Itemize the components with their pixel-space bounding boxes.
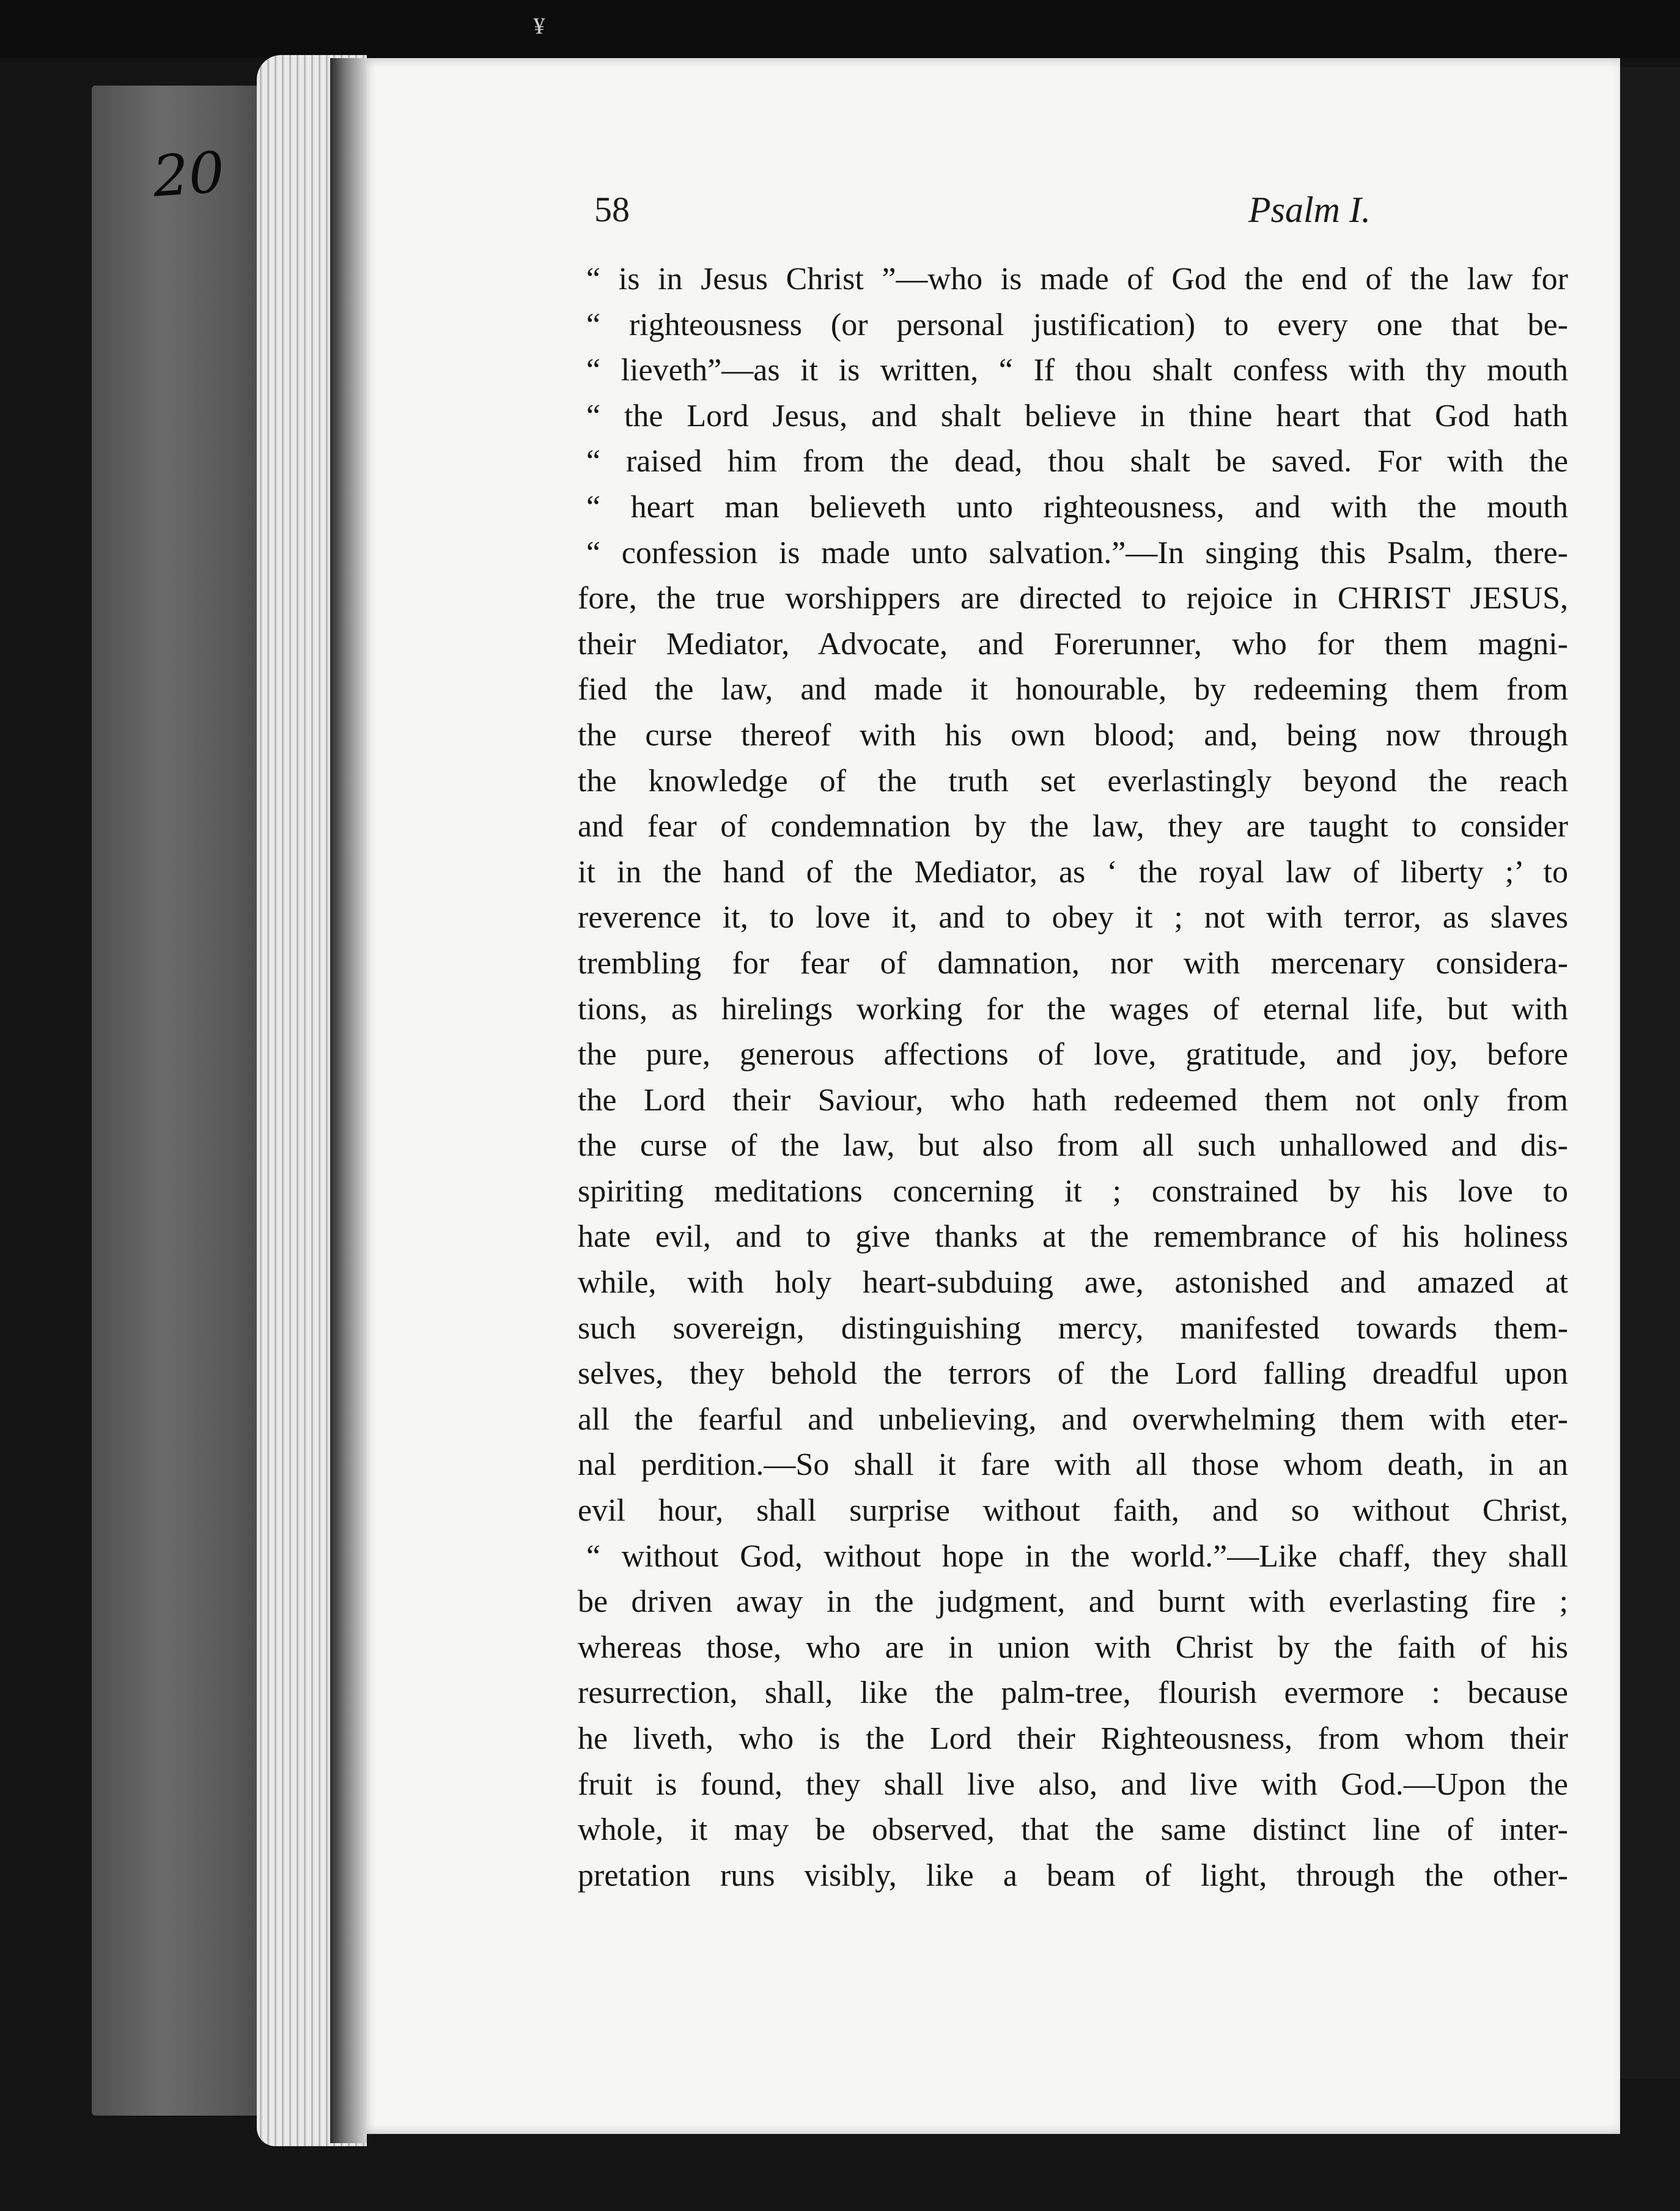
running-head [594,185,1523,234]
text-line: the curse thereof with his own blood; and, being now through [578,717,1568,753]
text-line: their Mediator, Advocate, and Forerunner, who for them magni- [578,626,1568,662]
text-line: “ righteousness (or personal justification) to every one that be- [586,307,1568,342]
text-line: “ without God, without hope in the world.”—Like chaff, they shall [586,1538,1568,1574]
text-line: trembling for fear of damnation, nor with mercenary considera- [578,945,1568,981]
text-line: while, with holy heart-subduing awe, astonished and amazed at [578,1265,1568,1301]
text-line: the knowledge of the truth set everlastingly beyond the reach [578,763,1568,799]
text-line: “ raised him from the dead, thou shalt be saved. For with the [586,444,1568,479]
text-line: “ the Lord Jesus, and shalt believe in thine heart that God hath [586,398,1568,434]
book-page [361,58,1620,2134]
text-line: fied the law, and made it honourable, by redeeming them from [578,672,1568,707]
text-line: it in the hand of the Mediator, as ‘ the royal law of liberty ;’ to [578,854,1568,890]
text-line: all the fearful and unbelieving, and overwhelming them with eter- [578,1401,1568,1437]
text-line: hate evil, and to give thanks at the remembrance of his holiness [578,1219,1568,1255]
text-line: pretation runs visibly, like a beam of light, through the other- [578,1858,1568,1893]
text-line: tions, as hirelings working for the wages of eternal life, but with [578,991,1568,1027]
running-title: Psalm I. [1248,190,1371,230]
handwritten-note: 20 [150,139,227,210]
text-line: “ is in Jesus Christ ”—who is made of God the end of the law for [586,262,1568,297]
text-line: the pure, generous affections of love, gratitude, and joy, before [578,1037,1568,1072]
text-line: fruit is found, they shall live also, and live with God.—Upon the [578,1766,1568,1802]
text-line: the Lord their Saviour, who hath redeemed them not only from [578,1082,1568,1118]
text-line: evil hour, shall surprise without faith, and so without Christ, [578,1493,1568,1529]
scan-mark: ¥ [533,13,545,39]
text-line: “ confession is made unto salvation.”—In singing this Psalm, there- [586,535,1568,570]
text-line: and fear of condemnation by the law, they are taught to consider [578,809,1568,844]
text-line: selves, they behold the terrors of the Lord falling dreadful upon [578,1356,1568,1392]
text-line: “ heart man believeth unto righteousness, and with the mouth [586,489,1568,525]
text-line: fore, the true worshippers are directed to rejoice in CHRIST JESUS, [578,581,1568,616]
scan-frame-top [0,0,1680,58]
spine-shadow [330,58,367,2143]
body-text [578,257,1568,1899]
page-number: 58 [594,190,630,229]
text-line: nal perdition.—So shall it fare with all those whom death, in an [578,1447,1568,1483]
text-line: spiriting meditations concerning it ; constrained by his love to [578,1173,1568,1209]
text-line: reverence it, to love it, and to obey it ; not with terror, as slaves [578,900,1568,936]
text-line: “ lieveth”—as it is written, “ If thou shalt confess with thy mouth [586,353,1568,388]
text-line: whole, it may be observed, that the same distinct line of inter- [578,1812,1568,1848]
text-line: whereas those, who are in union with Christ by the faith of his [578,1630,1568,1665]
text-line: such sovereign, distinguishing mercy, manifested towards them- [578,1310,1568,1346]
text-line: he liveth, who is the Lord their Righteousness, from whom their [578,1721,1568,1756]
text-line: be driven away in the judgment, and burnt with everlasting fire ; [578,1584,1568,1620]
text-line: resurrection, shall, like the palm-tree, flourish evermore : because [578,1675,1568,1711]
text-line: the curse of the law, but also from all such unhallowed and dis- [578,1128,1568,1164]
